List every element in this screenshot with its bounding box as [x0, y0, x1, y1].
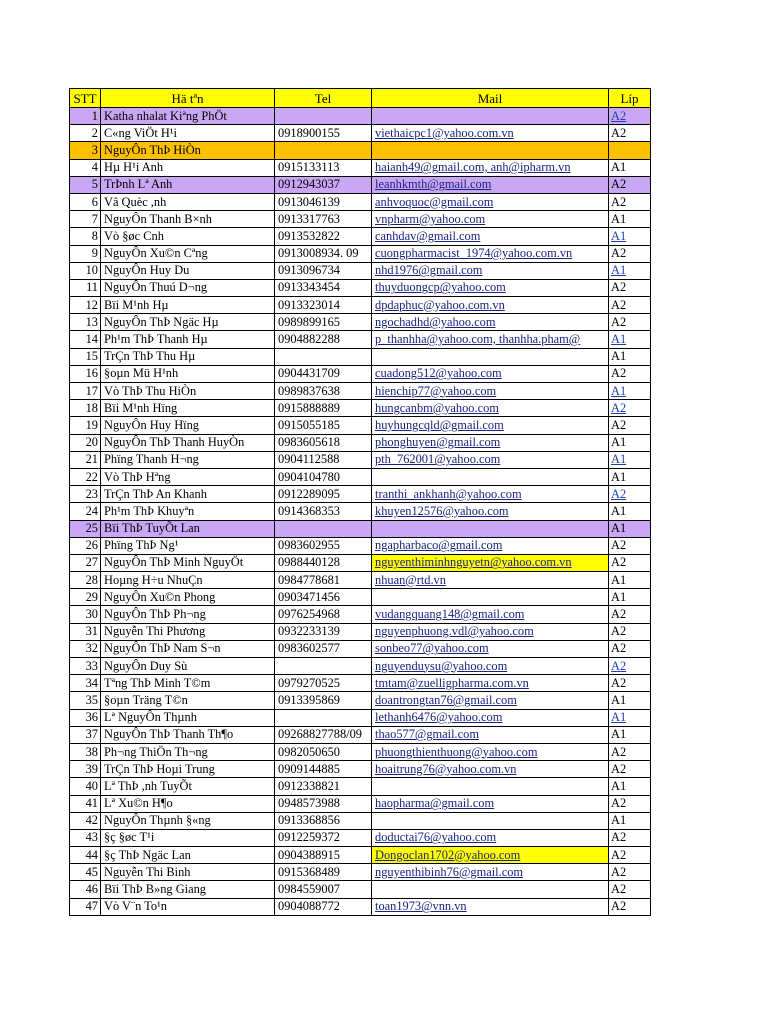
table-row — [70, 434, 651, 451]
row-email[interactable]: phonghuyen@gmail.com — [372, 434, 609, 451]
row-name: Vò ThÞ Thu HiÒn — [101, 383, 275, 400]
row-class: A2 — [609, 640, 651, 657]
row-name: Bïi ThÞ TuyÕt Lan — [101, 520, 275, 537]
row-number: 16 — [70, 365, 101, 382]
row-name: NguyÔn ThÞ Ph¬ng — [101, 606, 275, 623]
row-email[interactable]: dpdaphuc@yahoo.com.vn — [372, 297, 609, 314]
table-row — [70, 847, 651, 864]
row-class: A2 — [609, 847, 651, 864]
table-row — [70, 589, 651, 606]
row-phone: 0913096734 — [275, 262, 372, 279]
row-email[interactable]: doantrongtan76@gmail.com — [372, 692, 609, 709]
row-phone: 0918900155 — [275, 125, 372, 142]
table-row — [70, 314, 651, 331]
row-number: 38 — [70, 743, 101, 760]
row-phone: 0913008934. 09 — [275, 245, 372, 262]
row-class: A2 — [609, 279, 651, 296]
row-email[interactable]: tranthi_ankhanh@yahoo.com — [372, 486, 609, 503]
row-class[interactable]: A2 — [609, 658, 651, 675]
row-name: Vò ThÞ Hªng — [101, 468, 275, 485]
row-class: A2 — [609, 537, 651, 554]
table-row — [70, 658, 651, 675]
row-name: Ph¹m ThÞ Thanh Hµ — [101, 331, 275, 348]
row-class: A2 — [609, 554, 651, 571]
row-name: §oµn Träng T©n — [101, 692, 275, 709]
row-number: 42 — [70, 812, 101, 829]
row-email — [372, 812, 609, 829]
row-phone: 0912259372 — [275, 829, 372, 846]
row-phone: 0932233139 — [275, 623, 372, 640]
row-number: 47 — [70, 898, 101, 915]
row-number: 17 — [70, 383, 101, 400]
row-class: A2 — [609, 743, 651, 760]
row-number: 27 — [70, 554, 101, 571]
table-row — [70, 761, 651, 778]
header-mail: Mail — [372, 89, 609, 108]
row-email[interactable]: nguyenthibinh76@gmail.com — [372, 864, 609, 881]
row-name: Phïng Thanh H¬ng — [101, 451, 275, 468]
row-email[interactable]: hienchip77@yahoo.com — [372, 383, 609, 400]
row-name: Vò V¨n To¹n — [101, 898, 275, 915]
table-row — [70, 125, 651, 142]
row-class[interactable]: A1 — [609, 331, 651, 348]
row-number: 19 — [70, 417, 101, 434]
row-email[interactable]: nhd1976@gmail.com — [372, 262, 609, 279]
row-phone: 0979270525 — [275, 675, 372, 692]
row-email — [372, 520, 609, 537]
row-number: 30 — [70, 606, 101, 623]
row-name: Lª Xu©n H¶o — [101, 795, 275, 812]
table-row — [70, 709, 651, 726]
row-class — [609, 142, 651, 159]
row-number: 37 — [70, 726, 101, 743]
row-number: 3 — [70, 142, 101, 159]
row-name: Bïi M¹nh Hïng — [101, 400, 275, 417]
header-stt: STT — [70, 89, 101, 108]
row-name: NguyÔn ThÞ HiÒn — [101, 142, 275, 159]
row-class: A2 — [609, 864, 651, 881]
row-name: Katha nhalat Kiªng PhÖt — [101, 108, 275, 125]
row-name: NguyÔn Thuú D¬ng — [101, 279, 275, 296]
row-phone: 0948573988 — [275, 795, 372, 812]
row-phone: 0984778681 — [275, 572, 372, 589]
row-name: NguyÔn Huy Du — [101, 262, 275, 279]
row-name: NguyÔn Thanh B×nh — [101, 211, 275, 228]
row-email[interactable]: vudangquang148@gmail.com — [372, 606, 609, 623]
row-phone: 0913368856 — [275, 812, 372, 829]
row-class: A1 — [609, 503, 651, 520]
row-number: 35 — [70, 692, 101, 709]
row-class: A1 — [609, 211, 651, 228]
row-email — [372, 142, 609, 159]
row-class[interactable]: A1 — [609, 451, 651, 468]
row-number: 31 — [70, 623, 101, 640]
row-number: 7 — [70, 211, 101, 228]
row-number: 46 — [70, 881, 101, 898]
row-class: A1 — [609, 434, 651, 451]
row-name: NguyÔn ThÞ Minh NguyÖt — [101, 554, 275, 571]
row-phone: 0912943037 — [275, 176, 372, 193]
row-number: 45 — [70, 864, 101, 881]
row-phone: 0912289095 — [275, 486, 372, 503]
row-class: A1 — [609, 692, 651, 709]
row-number: 44 — [70, 847, 101, 864]
row-email[interactable]: lethanh6476@yahoo.com — [372, 709, 609, 726]
table-row — [70, 812, 651, 829]
table-row — [70, 572, 651, 589]
row-class: A1 — [609, 520, 651, 537]
row-phone — [275, 658, 372, 675]
row-number: 26 — [70, 537, 101, 554]
table-row — [70, 623, 651, 640]
row-email[interactable]: nguyenduysu@yahoo.com — [372, 658, 609, 675]
row-phone: 0904112588 — [275, 451, 372, 468]
row-name: Ph¬ng ThiÖn Th¬ng — [101, 743, 275, 760]
row-phone: 0915368489 — [275, 864, 372, 881]
row-name: NguyÔn Huy Hïng — [101, 417, 275, 434]
row-name: §ç §øc T¹i — [101, 829, 275, 846]
row-number: 22 — [70, 468, 101, 485]
table-row — [70, 520, 651, 537]
row-phone: 0915888889 — [275, 400, 372, 417]
table-row — [70, 176, 651, 193]
row-name: §ç ThÞ Ngäc Lan — [101, 847, 275, 864]
row-phone: 0914368353 — [275, 503, 372, 520]
row-email[interactable]: nguyenphuong.vdl@yahoo.com — [372, 623, 609, 640]
row-phone: 0983605618 — [275, 434, 372, 451]
row-phone: 0913317763 — [275, 211, 372, 228]
row-email — [372, 108, 609, 125]
row-class[interactable]: A1 — [609, 383, 651, 400]
table-row — [70, 743, 651, 760]
row-number: 8 — [70, 228, 101, 245]
row-phone: 0904088772 — [275, 898, 372, 915]
row-email[interactable]: phuongthienthuong@yahoo.com — [372, 743, 609, 760]
header-name: Hä tªn — [101, 89, 275, 108]
row-phone: 0904388915 — [275, 847, 372, 864]
row-email[interactable]: pth_762001@yahoo.com — [372, 451, 609, 468]
row-class[interactable]: A2 — [609, 486, 651, 503]
row-class[interactable]: A1 — [609, 709, 651, 726]
row-email[interactable]: canhdav@gmail.com — [372, 228, 609, 245]
row-number: 20 — [70, 434, 101, 451]
row-class: A2 — [609, 365, 651, 382]
row-name: Bïi ThÞ B»ng Giang — [101, 881, 275, 898]
row-phone: 09268827788/09 — [275, 726, 372, 743]
table-row — [70, 297, 651, 314]
row-class: A2 — [609, 125, 651, 142]
row-email[interactable]: viethaicpc1@yahoo.com.vn — [372, 125, 609, 142]
table-row — [70, 829, 651, 846]
row-number: 40 — [70, 778, 101, 795]
table-row — [70, 108, 651, 125]
row-number: 41 — [70, 795, 101, 812]
row-email[interactable]: toan1973@vnn.vn — [372, 898, 609, 915]
row-number: 43 — [70, 829, 101, 846]
row-phone: 0989899165 — [275, 314, 372, 331]
row-class: A2 — [609, 898, 651, 915]
row-name: Bïi M¹nh Hµ — [101, 297, 275, 314]
row-number: 18 — [70, 400, 101, 417]
table-row — [70, 537, 651, 554]
row-number: 24 — [70, 503, 101, 520]
row-email[interactable]: hungcanbm@yahoo.com — [372, 400, 609, 417]
row-class: A2 — [609, 417, 651, 434]
row-number: 29 — [70, 589, 101, 606]
row-email[interactable]: huyhungcqld@gmail.com — [372, 417, 609, 434]
row-number: 12 — [70, 297, 101, 314]
row-class: A1 — [609, 468, 651, 485]
row-number: 36 — [70, 709, 101, 726]
row-name: Lª NguyÔn Thµnh — [101, 709, 275, 726]
row-name: Phïng ThÞ Ng¹ — [101, 537, 275, 554]
row-name: Vâ Quèc ,nh — [101, 193, 275, 210]
row-name: Ph¹m ThÞ Khuyªn — [101, 503, 275, 520]
table-row — [70, 383, 651, 400]
row-name: TrÇn ThÞ Hoµi Trung — [101, 761, 275, 778]
table-row — [70, 503, 651, 520]
row-email[interactable]: vnpharm@yahoo.com — [372, 211, 609, 228]
row-phone: 0909144885 — [275, 761, 372, 778]
row-name: NguyÔn ThÞ Thanh HuyÒn — [101, 434, 275, 451]
row-email[interactable]: anhvoquoc@gmail.com — [372, 193, 609, 210]
row-name: NguyÔn Duy Sù — [101, 658, 275, 675]
row-phone: 0904882288 — [275, 331, 372, 348]
row-number: 33 — [70, 658, 101, 675]
row-email[interactable]: doductai76@yahoo.com — [372, 829, 609, 846]
row-email[interactable]: leanhkmth@gmail.com — [372, 176, 609, 193]
row-number: 13 — [70, 314, 101, 331]
row-number: 1 — [70, 108, 101, 125]
row-name: TrÇn ThÞ An Khanh — [101, 486, 275, 503]
header-row — [70, 89, 651, 108]
row-name: Nguyễn Thi Phương — [101, 623, 275, 640]
row-phone: 0988440128 — [275, 554, 372, 571]
row-phone: 0913395869 — [275, 692, 372, 709]
table-row — [70, 245, 651, 262]
table-row — [70, 365, 651, 382]
row-email — [372, 778, 609, 795]
row-number: 23 — [70, 486, 101, 503]
row-name: Hµ H¹i Anh — [101, 159, 275, 176]
row-email[interactable]: sonbeo77@yahoo.com — [372, 640, 609, 657]
row-number: 2 — [70, 125, 101, 142]
row-email — [372, 348, 609, 365]
row-number: 21 — [70, 451, 101, 468]
row-email — [372, 881, 609, 898]
row-email[interactable]: cuongpharmacist_1974@yahoo.com.vn — [372, 245, 609, 262]
table-row — [70, 262, 651, 279]
table-row — [70, 640, 651, 657]
row-name: TrÇn ThÞ Thu Hµ — [101, 348, 275, 365]
row-number: 39 — [70, 761, 101, 778]
row-phone: 0915133113 — [275, 159, 372, 176]
row-class: A2 — [609, 193, 651, 210]
row-email[interactable]: ngapharbaco@gmail.com — [372, 537, 609, 554]
row-email[interactable]: khuyen12576@yahoo.com — [372, 503, 609, 520]
table-row — [70, 554, 651, 571]
row-phone: 0913046139 — [275, 193, 372, 210]
row-email — [372, 468, 609, 485]
row-number: 28 — [70, 572, 101, 589]
row-phone: 0984559007 — [275, 881, 372, 898]
row-number: 6 — [70, 193, 101, 210]
row-class: A2 — [609, 314, 651, 331]
row-name: Tªng ThÞ Minh T©m — [101, 675, 275, 692]
row-phone — [275, 348, 372, 365]
row-phone: 0983602577 — [275, 640, 372, 657]
row-email[interactable]: p_thanhha@yahoo.com, thanhha.pham@ — [372, 331, 609, 348]
row-email[interactable]: Dongoclan1702@yahoo.com — [372, 847, 609, 864]
row-name: C«ng ViÖt H¹i — [101, 125, 275, 142]
row-email[interactable]: thuyduongcp@yahoo.com — [372, 279, 609, 296]
row-email[interactable]: ngochadhd@yahoo.com — [372, 314, 609, 331]
row-number: 5 — [70, 176, 101, 193]
row-name: NguyÔn Thµnh §«ng — [101, 812, 275, 829]
table-row — [70, 795, 651, 812]
table-row — [70, 228, 651, 245]
row-class: A2 — [609, 795, 651, 812]
table-row — [70, 675, 651, 692]
header-tel: Tel — [275, 89, 372, 108]
row-class: A2 — [609, 623, 651, 640]
row-class: A2 — [609, 761, 651, 778]
table-row — [70, 726, 651, 743]
row-phone: 0915055185 — [275, 417, 372, 434]
row-name: Lª ThÞ ,nh TuyÕt — [101, 778, 275, 795]
table-row — [70, 331, 651, 348]
table-row — [70, 279, 651, 296]
row-phone: 0913323014 — [275, 297, 372, 314]
row-name: Vò §øc Cnh — [101, 228, 275, 245]
row-class: A2 — [609, 176, 651, 193]
row-class: A2 — [609, 245, 651, 262]
row-number: 14 — [70, 331, 101, 348]
row-class[interactable]: A2 — [609, 108, 651, 125]
row-phone: 0989837638 — [275, 383, 372, 400]
row-name: NguyÔn Xu©n Cªng — [101, 245, 275, 262]
header-class: Líp — [609, 89, 651, 108]
table-row — [70, 451, 651, 468]
row-email[interactable]: nhuan@rtd.vn — [372, 572, 609, 589]
row-phone — [275, 142, 372, 159]
row-email[interactable]: thao577@gmail.com — [372, 726, 609, 743]
row-phone: 0912338821 — [275, 778, 372, 795]
table-row — [70, 400, 651, 417]
row-number: 15 — [70, 348, 101, 365]
row-name: NguyÔn Xu©n Phong — [101, 589, 275, 606]
table-row — [70, 417, 651, 434]
row-phone: 0904431709 — [275, 365, 372, 382]
row-email[interactable]: hoaitrung76@yahoo.com.vn — [372, 761, 609, 778]
row-phone: 0903471456 — [275, 589, 372, 606]
row-phone — [275, 520, 372, 537]
row-phone: 0913343454 — [275, 279, 372, 296]
row-phone: 0983602955 — [275, 537, 372, 554]
table-row — [70, 142, 651, 159]
table-row — [70, 898, 651, 915]
row-class: A1 — [609, 778, 651, 795]
row-class[interactable]: A1 — [609, 262, 651, 279]
row-number: 32 — [70, 640, 101, 657]
row-email[interactable]: cuadong512@yahoo.com — [372, 365, 609, 382]
table-row — [70, 486, 651, 503]
row-name: NguyÔn ThÞ Thanh Th¶o — [101, 726, 275, 743]
row-number: 25 — [70, 520, 101, 537]
row-class[interactable]: A1 — [609, 228, 651, 245]
table-row — [70, 159, 651, 176]
table-row — [70, 881, 651, 898]
row-class: A1 — [609, 159, 651, 176]
table-row — [70, 692, 651, 709]
row-phone — [275, 709, 372, 726]
row-class: A2 — [609, 606, 651, 623]
row-class: A1 — [609, 348, 651, 365]
row-name: NguyÔn ThÞ Ngäc Hµ — [101, 314, 275, 331]
table-row — [70, 778, 651, 795]
row-name: Nguyễn Thi Binh — [101, 864, 275, 881]
row-phone: 0982050650 — [275, 743, 372, 760]
table-row — [70, 468, 651, 485]
row-class: A2 — [609, 829, 651, 846]
row-number: 10 — [70, 262, 101, 279]
table-row — [70, 211, 651, 228]
row-class: A1 — [609, 572, 651, 589]
row-class: A1 — [609, 726, 651, 743]
row-email — [372, 589, 609, 606]
row-number: 9 — [70, 245, 101, 262]
row-phone: 0913532822 — [275, 228, 372, 245]
row-email[interactable]: nguyenthiminhnguyetn@yahoo.com.vn — [372, 554, 609, 571]
table-row — [70, 193, 651, 210]
row-class[interactable]: A2 — [609, 400, 651, 417]
row-email[interactable]: haianh49@gmail.com, anh@ipharm.vn — [372, 159, 609, 176]
row-class: A2 — [609, 297, 651, 314]
table-row — [70, 606, 651, 623]
row-phone: 0976254968 — [275, 606, 372, 623]
table-row — [70, 864, 651, 881]
row-number: 34 — [70, 675, 101, 692]
row-class: A2 — [609, 675, 651, 692]
row-number: 11 — [70, 279, 101, 296]
row-class: A1 — [609, 589, 651, 606]
row-name: NguyÔn ThÞ Nam S¬n — [101, 640, 275, 657]
row-email[interactable]: haopharma@gmail.com — [372, 795, 609, 812]
row-class: A1 — [609, 812, 651, 829]
row-name: TrÞnh Lª Anh — [101, 176, 275, 193]
contact-sheet — [69, 88, 651, 916]
row-phone: 0904104780 — [275, 468, 372, 485]
row-name: Hoµng H÷u NhuÇn — [101, 572, 275, 589]
row-email[interactable]: tmtam@zuelligpharma.com.vn — [372, 675, 609, 692]
row-name: §oµn Mü H¹nh — [101, 365, 275, 382]
row-number: 4 — [70, 159, 101, 176]
table-row — [70, 348, 651, 365]
row-phone — [275, 108, 372, 125]
row-class: A2 — [609, 881, 651, 898]
